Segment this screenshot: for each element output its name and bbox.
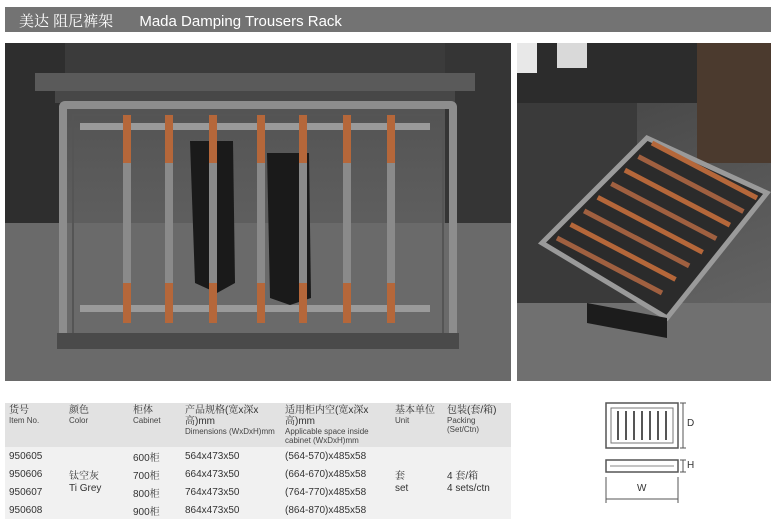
- rack-rail: [123, 115, 131, 323]
- dimensions: 664x473x50: [181, 465, 281, 483]
- product-photo-side: [517, 43, 771, 381]
- item-number: 950606: [5, 465, 65, 483]
- applicable-space: (564-570)x485x58: [281, 447, 391, 465]
- spec-table: [5, 403, 511, 519]
- rack-rail: [209, 115, 217, 323]
- dimension-diagram: [598, 395, 698, 515]
- title-chinese: 美达 阻尼裤架: [19, 13, 114, 30]
- trousers-rack-front-illustration: [5, 43, 511, 381]
- packing-cell: 4 套/箱 4 sets/ctn: [443, 447, 511, 519]
- product-photo-main: [5, 43, 511, 381]
- rack-rail: [299, 115, 307, 323]
- column-header: 颜色 Color: [65, 403, 129, 447]
- item-number: 950608: [5, 501, 65, 519]
- dimensions: 564x473x50: [181, 447, 281, 465]
- title-bar: [5, 7, 771, 32]
- column-header: 产品规格(宽x深x高)mm Dimensions (WxDxH)mm: [181, 403, 281, 447]
- cabinet-size: 900柜: [129, 501, 181, 519]
- cabinet-size: 600柜: [129, 447, 181, 465]
- table-header-row: [5, 403, 511, 447]
- trousers-rack-angle-illustration: [517, 43, 771, 381]
- column-header: 柜体 Cabinet: [129, 403, 181, 447]
- rack-rail: [343, 115, 351, 323]
- column-header: 货号 Item No.: [5, 403, 65, 447]
- applicable-space: (764-770)x485x58: [281, 483, 391, 501]
- rack-rail: [257, 115, 265, 323]
- width-label: W: [637, 483, 647, 494]
- title-english: Mada Damping Trousers Rack: [139, 13, 342, 30]
- cabinet-size: 800柜: [129, 483, 181, 501]
- column-header: 适用柜内空(宽x深x高)mm Applicable space inside cabinet (WxDxH)mm: [281, 403, 391, 447]
- applicable-space: (664-670)x485x58: [281, 465, 391, 483]
- height-label: H: [687, 460, 695, 471]
- page-title: [19, 10, 342, 31]
- dimension-drawing: [598, 395, 698, 515]
- applicable-space: (864-870)x485x58: [281, 501, 391, 519]
- rack-rail: [387, 115, 395, 323]
- item-number: 950607: [5, 483, 65, 501]
- dimensions: 764x473x50: [181, 483, 281, 501]
- rack-rail: [165, 115, 173, 323]
- cabinet-size: 700柜: [129, 465, 181, 483]
- table-row: [5, 447, 511, 465]
- color-cell: 钛空灰 Ti Grey: [65, 447, 129, 519]
- column-header: 包装(套/箱) Packing (Set/Ctn): [443, 403, 511, 447]
- depth-label: D: [687, 418, 695, 429]
- unit-cell: 套 set: [391, 447, 443, 519]
- column-header: 基本单位 Unit: [391, 403, 443, 447]
- item-number: 950605: [5, 447, 65, 465]
- dimensions: 864x473x50: [181, 501, 281, 519]
